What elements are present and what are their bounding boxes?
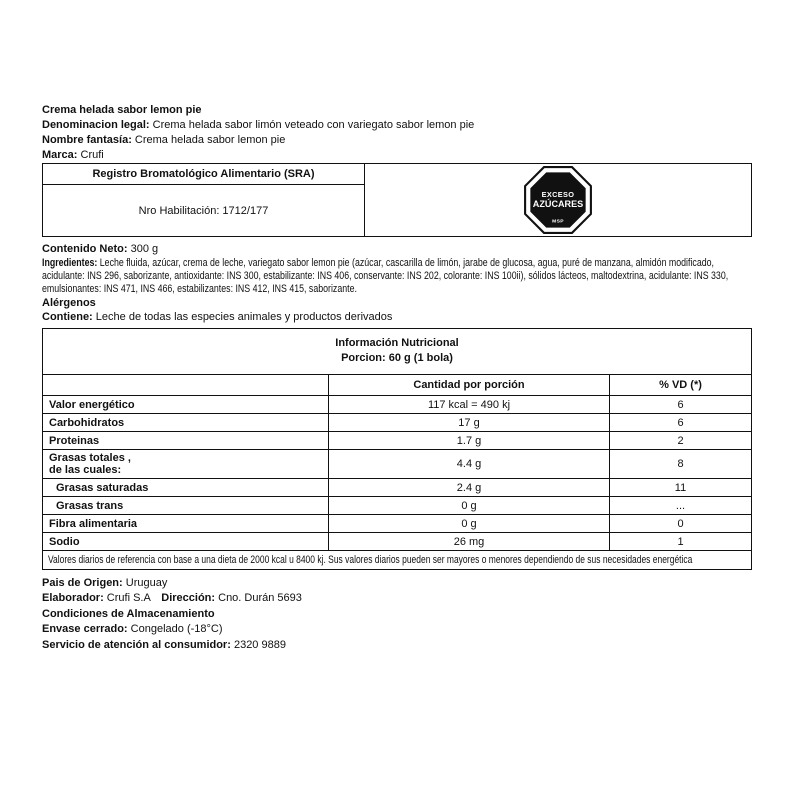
- habilitacion-number: Nro Habilitación: 1712/177: [138, 204, 269, 217]
- row-name: Valor energético: [49, 398, 135, 411]
- pais-label: Pais de Origen:: [42, 577, 123, 589]
- contiene-value: Leche de todas las especies animales y productos derivados: [95, 311, 393, 323]
- nutrition-column-headers: [43, 374, 751, 395]
- label-content: [42, 103, 752, 653]
- marca-line: [42, 148, 752, 163]
- ingredientes-paragraph: [42, 257, 752, 296]
- row-name: Grasas saturadas: [56, 481, 149, 494]
- row-amount: 0 g: [328, 497, 609, 514]
- row-name: Sodio: [49, 535, 80, 548]
- col-header-amount: Cantidad por porción: [328, 375, 609, 395]
- nutrition-footnote-row: [43, 550, 751, 569]
- servicio-label: Servicio de atención al consumidor:: [42, 638, 231, 651]
- row-vd: ...: [609, 497, 751, 514]
- table-row-grasas-trans: [43, 496, 751, 514]
- seal-org: MSP: [552, 219, 564, 225]
- row-amount: 26 mg: [328, 533, 609, 550]
- exceso-azucares-seal-icon: [522, 165, 594, 235]
- marca-label: Marca:: [42, 149, 78, 161]
- pais-origen-line: [42, 576, 752, 591]
- row-name: Fibra alimentaria: [49, 517, 138, 530]
- footer-block: [42, 576, 752, 653]
- row-name: Proteinas: [49, 434, 100, 447]
- table-row-valor-energetico: [43, 395, 751, 413]
- registro-bromatologico-box: [42, 163, 752, 237]
- ingredientes-value: Leche fluida, azúcar, crema de leche, variegato sabor lemon pie (azúcar, cascarilla de limón, jarabe de glucosa, agua, puré de manzana, almidón modificado, acidulante: INS 296, saborizante, antioxidante: INS 300, estabilizante: INS 406, conservante: INS 202, colorante: INS 100ii), sólidos lácteos, maltodextrina, acidulante: INS 330, emulsionantes: INS 471, INS 466, estabilizantes: INS 412, INS 415, saborizante.: [42, 257, 729, 295]
- table-row-proteinas: [43, 431, 751, 449]
- nutrition-table: [42, 328, 752, 570]
- row-name: [43, 450, 328, 478]
- denominacion-value: Crema helada sabor limón veteado con variegato sabor lemon pie: [152, 119, 475, 131]
- table-row-grasas-totales: [43, 449, 751, 478]
- registro-seal-cell: [365, 164, 751, 236]
- pais-value: Uruguay: [125, 577, 168, 589]
- servicio-value: 2320 9889: [233, 638, 286, 651]
- product-title: Crema helada sabor lemon pie: [42, 104, 202, 116]
- registro-title: Registro Bromatológico Alimentario (SRA): [43, 164, 364, 185]
- fantasia-label: Nombre fantasía:: [42, 134, 132, 146]
- row-name-line2: de las cuales:: [49, 464, 122, 476]
- servicio-line: [42, 638, 752, 653]
- row-name-line1: Grasas totales ,: [49, 452, 131, 464]
- fantasia-line: [42, 133, 752, 148]
- seal-line1: EXCESO: [541, 190, 575, 200]
- row-amount: 2.4 g: [328, 479, 609, 496]
- row-amount: 4.4 g: [328, 450, 609, 478]
- table-row-sodio: [43, 532, 751, 550]
- nutrition-table-title: [43, 329, 751, 374]
- contenido-neto-line: [42, 242, 752, 257]
- row-name: Carbohidratos: [49, 416, 125, 429]
- contiene-line: [42, 310, 752, 324]
- row-vd: 2: [609, 432, 751, 449]
- envase-label: Envase cerrado:: [42, 623, 128, 636]
- col-header-vd: % VD (*): [609, 375, 751, 395]
- direccion-label: Dirección:: [161, 592, 216, 605]
- nutrition-title-line: Información Nutricional: [335, 337, 459, 349]
- table-row-grasas-saturadas: [43, 478, 751, 496]
- row-vd: 8: [609, 450, 751, 478]
- row-vd: 0: [609, 515, 751, 532]
- envase-value: Congelado (-18°C): [130, 623, 223, 636]
- seal-line2: AZÚCARES: [532, 199, 584, 209]
- envase-line: [42, 622, 752, 637]
- row-amount: 0 g: [328, 515, 609, 532]
- denominacion-line: [42, 118, 752, 133]
- row-amount: 17 g: [328, 414, 609, 431]
- fantasia-value: Crema helada sabor lemon pie: [134, 134, 286, 146]
- row-vd: 1: [609, 533, 751, 550]
- row-name: Grasas trans: [56, 499, 124, 512]
- elaborador-line: [42, 591, 752, 606]
- contenido-value: 300 g: [130, 243, 159, 255]
- row-amount: 117 kcal = 490 kj: [328, 396, 609, 413]
- elaborador-label: Elaborador:: [42, 592, 104, 605]
- info-block: [42, 242, 752, 324]
- row-vd: 11: [609, 479, 751, 496]
- marca-value: Crufi: [80, 149, 104, 161]
- row-vd: 6: [609, 396, 751, 413]
- nutrition-footnote: Valores diarios de referencia con base a una dieta de 2000 kcal u 8400 kj. Sus valores diarios pueden ser mayores o menores dependiendo de sus necesidades energética: [48, 554, 693, 566]
- table-row-fibra-alimentaria: [43, 514, 751, 532]
- contiene-label: Contiene:: [42, 311, 93, 323]
- table-row-carbohidratos: [43, 413, 751, 431]
- empty-header-cell: [43, 375, 328, 395]
- elaborador-value: Crufi S.A: [106, 592, 151, 605]
- direccion-value: Cno. Durán 5693: [218, 592, 302, 605]
- row-vd: 6: [609, 414, 751, 431]
- ingredientes-label: Ingredientes:: [42, 257, 98, 269]
- alergenos-title: Alérgenos: [42, 297, 96, 309]
- condiciones-title: Condiciones de Almacenamiento: [42, 607, 215, 620]
- denominacion-label: Denominacion legal:: [42, 119, 150, 131]
- row-amount: 1.7 g: [328, 432, 609, 449]
- nutrition-portion-line: Porcion: 60 g (1 bola): [341, 352, 453, 364]
- contenido-label: Contenido Neto:: [42, 243, 128, 255]
- registro-left-cell: [43, 164, 365, 236]
